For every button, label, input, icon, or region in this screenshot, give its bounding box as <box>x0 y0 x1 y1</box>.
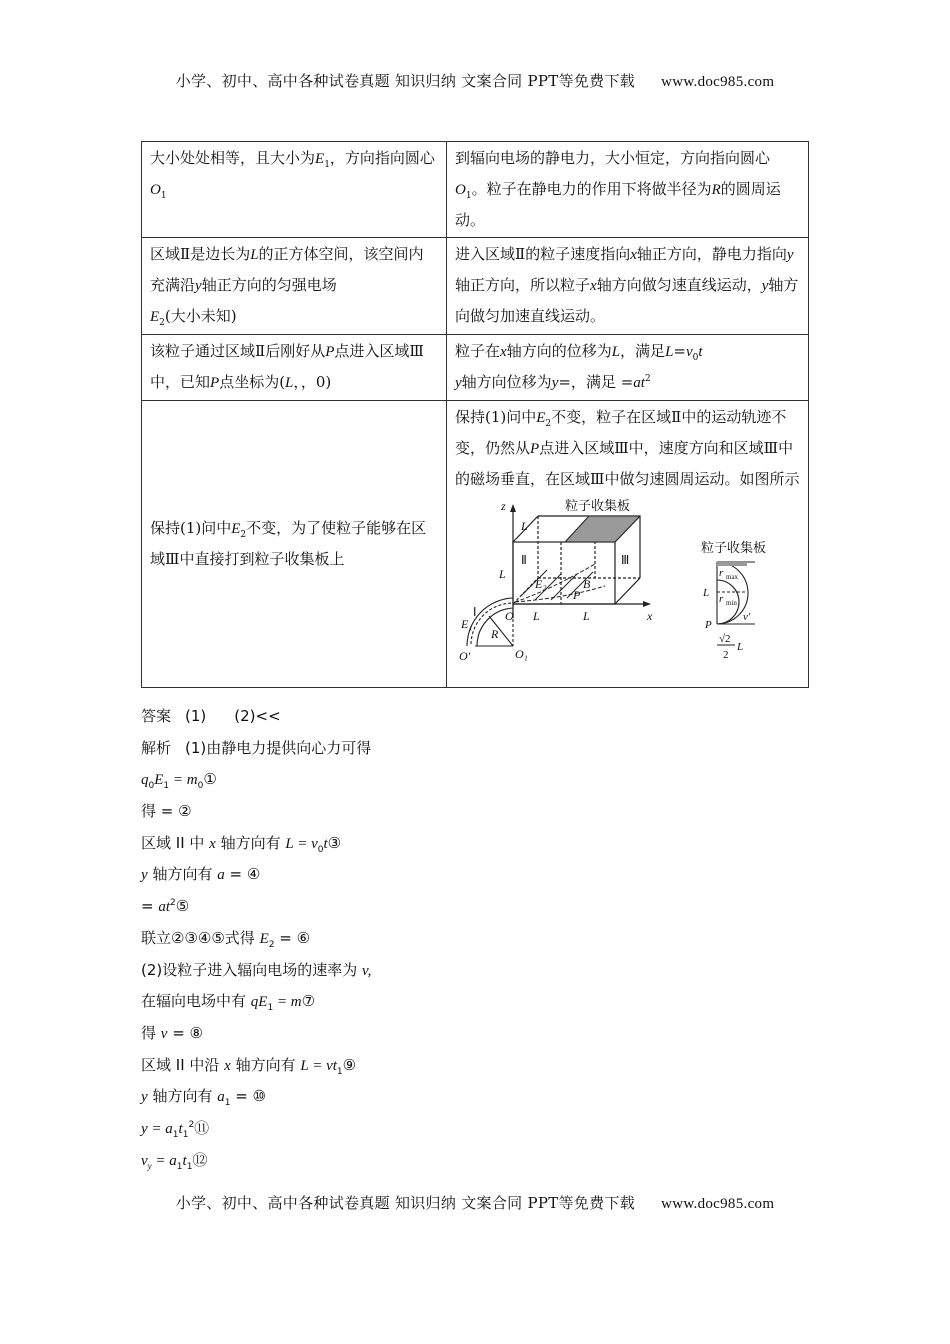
table-row <box>142 335 809 401</box>
svg-text:P: P <box>573 588 581 602</box>
svg-text:L: L <box>583 609 590 623</box>
svg-text:Ⅲ: Ⅲ <box>621 553 630 567</box>
svg-text:E₁: E₁ <box>461 617 473 631</box>
svg-text:L: L <box>703 587 710 599</box>
svg-text:O: O <box>505 609 514 623</box>
table-row <box>142 401 809 688</box>
table-row <box>142 238 809 335</box>
footer-text: 小学、初中、高中各种试卷真题 知识归纳 文案合同 PPT等免费下载 <box>175 1194 636 1212</box>
svg-text:P: P <box>705 619 712 631</box>
svg-text:L: L <box>533 609 540 623</box>
svg-text:R: R <box>491 627 499 641</box>
solution-line: 解析 (1)由静电力提供向心力可得 <box>141 738 372 757</box>
table-cell: 该粒子通过区域Ⅱ后刚好从P点进入区域Ⅲ中，已知P点坐标为(L，，0) <box>142 335 447 401</box>
svg-text:E₂: E₂ <box>535 577 547 591</box>
table-cell: 大小处处相等，且大小为$E_1$，方向指向圆心 $O_1$ <box>142 142 447 238</box>
footer-site[interactable]: www.doc985.com <box>661 1196 775 1212</box>
physics-figure <box>455 498 805 663</box>
svg-text:粒子收集板: 粒子收集板 <box>565 498 631 513</box>
svg-text:r: r <box>719 567 724 579</box>
answer-line: 答案 (1) (2)<< <box>141 707 281 725</box>
table-cell: 粒子在x轴方向的位移为L，满足$L=v_0t$ y轴方向位移为y=，满足 $=at^2$ <box>447 335 809 401</box>
table-row <box>142 142 809 238</box>
svg-text:L: L <box>521 519 528 533</box>
svg-text:x: x <box>647 609 653 623</box>
collector-plate <box>565 516 640 542</box>
table-cell: 保持(1)问中$E_2$不变，为了使粒子能够在区域Ⅲ中直接打到粒子收集板上 <box>142 401 447 688</box>
table-cell: 保持(1)问中$E_2$不变，粒子在区域Ⅱ中的运动轨迹不变，仍然从P点进入区域Ⅲ中，速度方向和区域Ⅲ中的磁场垂直，在区域Ⅲ中做匀速圆周运动。如图所示 z L L L L x O O′ O₁ E₁ E₂ R B P Ⅰ Ⅱ Ⅲ 粒子收集板 粒子收集板 r max r min L P v′ L √2 2 <box>447 401 809 688</box>
svg-text:O′: O′ <box>459 649 471 663</box>
svg-text:min: min <box>726 599 737 607</box>
svg-text:粒子收集板: 粒子收集板 <box>701 540 767 555</box>
svg-text:2: 2 <box>723 649 729 661</box>
header-site[interactable]: www.doc985.com <box>661 74 775 90</box>
answer-section: 答案 (1) (2)<< 解析 (1)由静电力提供向心力可得 $q_0E_1$ = $m_0①$ 得 = ② 区域 II 中 x 轴方向有 $L = v_0t③$ y 轴方向有 a = ④ = $at^2⑤$ 联立②③④⑤式得 $E_2$ = ⑥ (2)设粒子进入辐向电场的速率为 v, 在辐向电场中有 $qE_1$ = m⑦ 得 v = ⑧ 区域 II 中沿 x 轴方向有 $L = vt_1⑨$ y 轴方向有 $a_1$ = ⑩ $y = a_1t_1^2⑪$ $v_y$ = $a_1t_1⑫$ <box>141 703 821 1178</box>
collector-plate-small <box>717 562 747 566</box>
svg-text:Ⅱ: Ⅱ <box>521 553 527 567</box>
svg-text:L: L <box>499 567 506 581</box>
page-header <box>0 70 950 91</box>
header-text: 小学、初中、高中各种试卷真题 知识归纳 文案合同 PPT等免费下载 <box>175 72 636 90</box>
svg-text:max: max <box>726 573 739 581</box>
svg-text:z: z <box>501 499 506 513</box>
page-footer <box>0 1192 950 1213</box>
analysis-table <box>141 141 809 688</box>
table-cell: 进入区域Ⅱ的粒子速度指向x轴正方向，静电力指向y轴正方向，所以粒子x轴方向做匀速直线运动，y轴方向做匀加速直线运动。 <box>447 238 809 335</box>
table-cell: 区域Ⅱ是边长为L的正方体空间，该空间内充满沿y轴正方向的匀强电场 $E_2$(大小未知) <box>142 238 447 335</box>
svg-text:O₁: O₁ <box>515 647 528 661</box>
svg-text:B: B <box>583 577 591 591</box>
svg-text:L: L <box>737 641 744 653</box>
table-cell: 到辐向电场的静电力，大小恒定，方向指向圆心 $O_1$。粒子在静电力的作用下将做半径为R的圆周运动。 <box>447 142 809 238</box>
svg-text:v′: v′ <box>743 611 751 623</box>
svg-text:Ⅰ: Ⅰ <box>473 605 477 619</box>
svg-text:√2: √2 <box>719 633 731 645</box>
svg-text:r: r <box>719 593 724 605</box>
